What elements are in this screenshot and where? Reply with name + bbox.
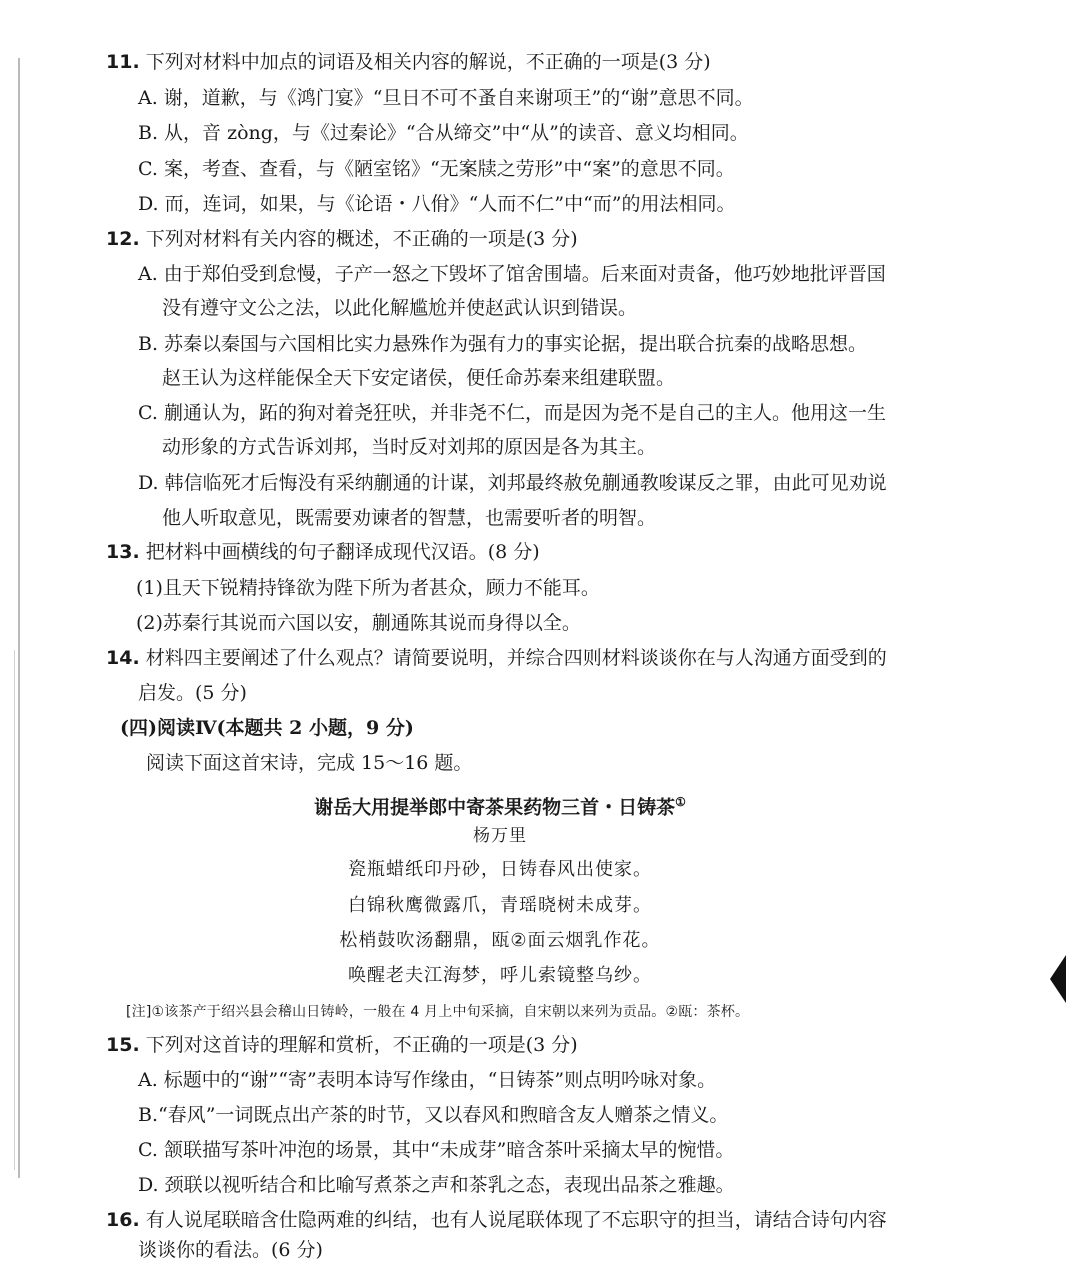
poem-author: 杨万里 bbox=[473, 826, 527, 846]
q11-option-b: B. 从，音 zòng，与《过秦论》“合从缔交”中“从”的读音、意义均相同。 bbox=[138, 122, 749, 144]
q11-option-c: C. 案，考查、查看，与《陋室铭》“无案牍之劳形”中“案”的意思不同。 bbox=[138, 158, 735, 180]
q15-number: 15. bbox=[106, 1034, 140, 1056]
poem-line-3: 松梢鼓吹汤翻鼎，瓯②面云烟乳作花。 bbox=[339, 930, 661, 951]
q12-option-d-line2: 他人听取意见，既需要劝谏者的智慧，也需要听者的明智。 bbox=[162, 507, 657, 529]
q15-option-d: D. 颈联以视听结合和比喻写煮茶之声和茶乳之态，表现出品茶之雅趣。 bbox=[138, 1174, 735, 1196]
q16-stem-line2: 谈谈你的看法。(6 分) bbox=[138, 1239, 323, 1261]
q14-number: 14. bbox=[106, 647, 140, 669]
q12-option-a-line2: 没有遵守文公之法，以此化解尴尬并使赵武认识到错误。 bbox=[162, 297, 638, 319]
poem-line-4: 唤醒老夫江海梦，呼儿索镜整乌纱。 bbox=[348, 965, 652, 986]
q16-stem bbox=[106, 1208, 887, 1232]
section-heading: (四)阅读Ⅳ(本题共 2 小题，9 分) bbox=[120, 717, 414, 739]
q15-option-a: A. 标题中的“谢”“寄”表明本诗写作缘由，“日铸茶”则点明吟咏对象。 bbox=[138, 1069, 717, 1091]
page-edge-marker-icon bbox=[1050, 955, 1066, 1003]
poem-title-text: 谢岳大用提举郎中寄茶果药物三首・日铸茶 bbox=[314, 796, 676, 819]
binding-margin-line bbox=[18, 58, 20, 1178]
q15-stem-text: 下列对这首诗的理解和赏析，不正确的一项是(3 分) bbox=[145, 1034, 578, 1056]
q15-option-c: C. 颔联描写茶叶冲泡的场景，其中“未成芽”暗含茶叶采摘太早的惋惜。 bbox=[138, 1139, 735, 1161]
poem-title-footnote-mark: ① bbox=[675, 795, 686, 809]
q11-option-a: A. 谢，道歉，与《鸿门宴》“旦日不可不蚤自来谢项王”的“谢”意思不同。 bbox=[138, 87, 754, 109]
q14-stem-text: 材料四主要阐述了什么观点？请简要说明，并综合四则材料谈谈你在与人沟通方面受到的 bbox=[145, 647, 887, 669]
q13-number: 13. bbox=[106, 541, 140, 563]
q11-stem-text: 下列对材料中加点的词语及相关内容的解说，不正确的一项是(3 分) bbox=[145, 51, 711, 73]
poem-title bbox=[0, 790, 1000, 819]
q12-option-a-line1: A. 由于郑伯受到怠慢，子产一怒之下毁坏了馆舍围墙。后来面对责备，他巧妙地批评晋国 bbox=[138, 263, 886, 285]
poem-note: [注]①该茶产于绍兴县会稽山日铸岭，一般在 4 月上中旬采摘，自宋朝以来列为贡品。②瓯：茶杯。 bbox=[126, 1004, 750, 1020]
q12-option-c-line1: C. 蒯通认为，跖的狗对着尧狂吠，并非尧不仁，而是因为尧不是自己的主人。他用这一生 bbox=[138, 402, 886, 424]
q14-stem bbox=[106, 646, 887, 670]
q12-option-b-line1: B. 苏秦以秦国与六国相比实力悬殊作为强有力的事实论据，提出联合抗秦的战略思想。 bbox=[138, 333, 868, 355]
q12-option-b-line2: 赵王认为这样能保全天下安定诸侯，便任命苏秦来组建联盟。 bbox=[162, 367, 676, 389]
q16-number: 16. bbox=[106, 1209, 140, 1231]
q13-stem bbox=[106, 540, 540, 564]
q12-stem-text: 下列对材料有关内容的概述，不正确的一项是(3 分) bbox=[145, 228, 578, 250]
q15-stem bbox=[106, 1033, 578, 1057]
q12-number: 12. bbox=[106, 228, 140, 250]
section-intro: 阅读下面这首宋诗，完成 15～16 题。 bbox=[146, 752, 473, 774]
q12-stem bbox=[106, 227, 578, 251]
q11-option-d: D. 而，连词，如果，与《论语・八佾》“人而不仁”中“而”的用法相同。 bbox=[138, 193, 736, 215]
q16-stem-text: 有人说尾联暗含仕隐两难的纠结，也有人说尾联体现了不忘职守的担当，请结合诗句内容 bbox=[145, 1209, 887, 1231]
poem-line-1: 瓷瓶蜡纸印丹砂，日铸春风出使家。 bbox=[348, 859, 652, 880]
q11-number: 11. bbox=[106, 51, 140, 73]
q13-item-1: (1)且天下锐精持锋欲为陛下所为者甚众，顾力不能耳。 bbox=[136, 577, 600, 599]
q12-option-c-line2: 动形象的方式告诉刘邦，当时反对刘邦的原因是各为其主。 bbox=[162, 436, 657, 458]
q12-option-d-line1: D. 韩信临死才后悔没有采纳蒯通的计谋，刘邦最终赦免蒯通教唆谋反之罪，由此可见劝说 bbox=[138, 472, 887, 494]
poem-line-2: 白锦秋鹰微露爪，青瑶晓树未成芽。 bbox=[348, 895, 652, 916]
q13-stem-text: 把材料中画横线的句子翻译成现代汉语。(8 分) bbox=[145, 541, 540, 563]
q14-stem-line2: 启发。(5 分) bbox=[138, 682, 247, 704]
q13-item-2: (2)苏秦行其说而六国以安，蒯通陈其说而身得以全。 bbox=[136, 612, 581, 634]
q11-stem bbox=[106, 50, 711, 74]
q15-option-b: B.“春风”一词既点出产茶的时节，又以春风和煦暗含友人赠茶之情义。 bbox=[138, 1104, 729, 1126]
